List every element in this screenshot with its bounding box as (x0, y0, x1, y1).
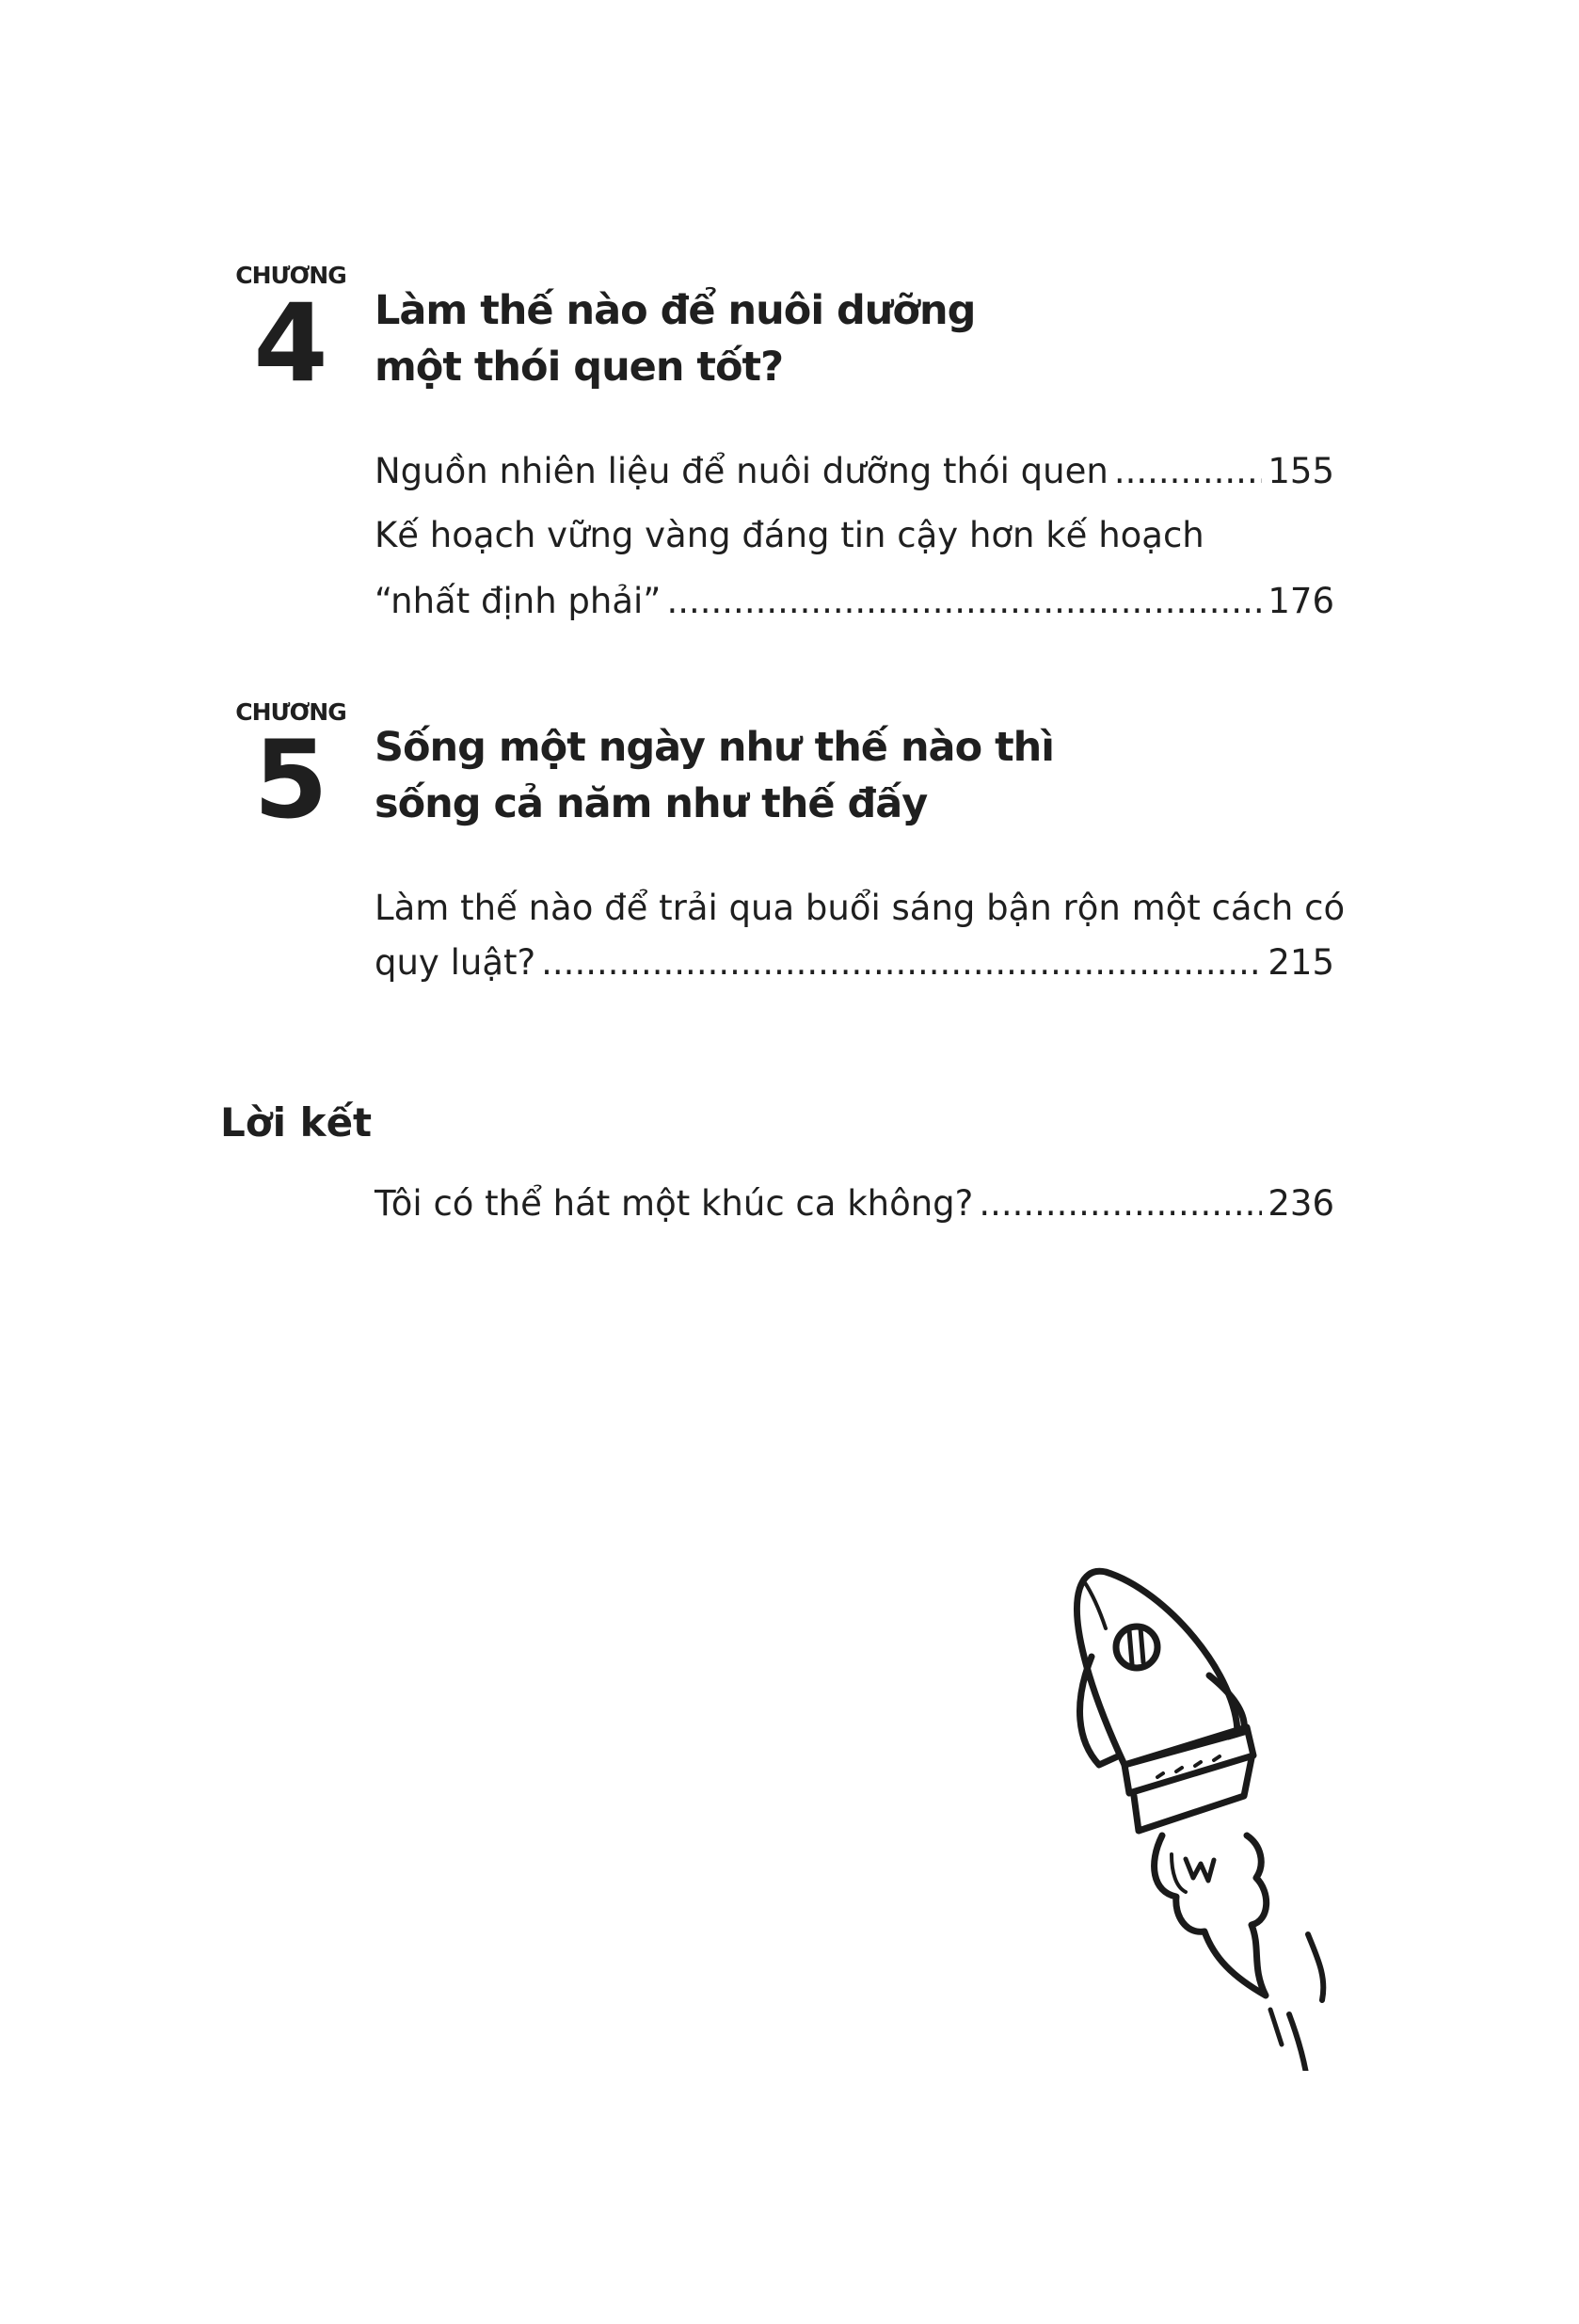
toc-entry-page: 215 (1268, 942, 1334, 983)
chapter-title (375, 719, 1054, 832)
toc-entry-page: 155 (1268, 451, 1334, 491)
toc-entry-text: Tôi có thể hát một khúc ca không? (375, 1183, 974, 1224)
toc-entry-text[interactable]: Làm thế nào để trải qua buổi sáng bận rộn một cách có (375, 888, 1346, 928)
section-heading: Lời kết (220, 1099, 373, 1146)
chapter-label: CHƯƠNG (235, 262, 346, 289)
toc-entry-page: 236 (1268, 1183, 1334, 1224)
chapter-label: CHƯƠNG (235, 698, 346, 726)
chapter-number: 5 (253, 717, 328, 842)
chapter-title-line: Sống một ngày như thế nào thì (375, 724, 1054, 771)
dot-leader (666, 574, 1262, 629)
chapter-title-line: sống cả năm như thế đấy (375, 780, 928, 827)
toc-entry[interactable] (375, 936, 1334, 990)
toc-entry[interactable] (375, 444, 1334, 499)
toc-entry[interactable] (375, 1177, 1334, 1231)
dot-leader (541, 936, 1262, 990)
toc-entry-text: quy luật? (375, 942, 536, 983)
rocket-icon (1035, 1563, 1374, 2071)
dot-leader (1114, 444, 1263, 499)
toc-entry-text: Nguồn nhiên liệu để nuôi dưỡng thói quen (375, 451, 1108, 491)
chapter-number: 4 (253, 280, 328, 406)
toc-entry-text: “nhất định phải” (375, 581, 662, 621)
toc-entry-page: 176 (1268, 581, 1334, 621)
chapter-title (375, 282, 975, 395)
toc-entry[interactable] (375, 574, 1334, 629)
chapter-title-line: Làm thế nào để nuôi dưỡng (375, 287, 976, 334)
dot-leader (979, 1177, 1262, 1231)
chapter-title-line: một thói quen tốt? (375, 344, 784, 391)
toc-entry-text[interactable]: Kế hoạch vững vàng đáng tin cậy hơn kế hoạch (375, 515, 1204, 555)
